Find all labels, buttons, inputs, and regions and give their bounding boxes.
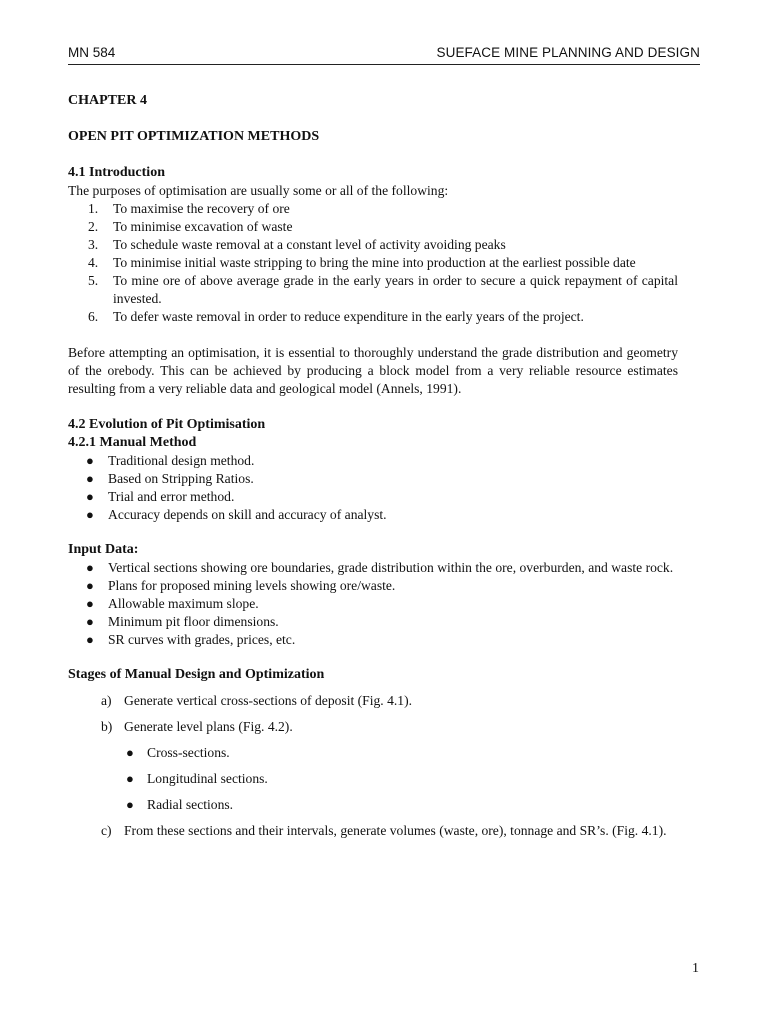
list-text: To defer waste removal in order to reduce expenditure in the early years of the project. — [113, 309, 584, 324]
list-item — [68, 254, 678, 272]
list-text: To minimise excavation of waste — [113, 219, 293, 234]
list-item — [68, 595, 678, 613]
list-item — [68, 577, 678, 595]
list-text: To mine ore of above average grade in the early years in order to secure a quick repayment of capital invested. — [113, 273, 678, 306]
bullet-icon: ● — [86, 596, 94, 611]
list-text: Generate vertical cross-sections of deposit (Fig. 4.1). — [124, 693, 413, 708]
list-item — [68, 822, 678, 840]
list-number: 6. — [88, 309, 99, 324]
chapter-title: OPEN PIT OPTIMIZATION METHODS — [68, 129, 320, 144]
list-item — [68, 218, 678, 236]
stages-list-continued — [68, 822, 678, 840]
list-letter: b) — [101, 719, 113, 734]
list-text: Trial and error method. — [108, 489, 235, 504]
list-item — [68, 718, 678, 736]
list-item — [68, 452, 678, 470]
list-item — [68, 613, 678, 631]
list-text: Plans for proposed mining levels showing ore/waste. — [108, 578, 396, 593]
list-text: Cross-sections. — [147, 745, 230, 760]
list-item — [68, 770, 678, 788]
list-item — [68, 236, 678, 254]
list-number: 5. — [88, 273, 99, 288]
list-item — [68, 200, 678, 218]
subsection-heading-4-2-1: 4.2.1 Manual Method — [68, 435, 197, 450]
list-text: Radial sections. — [147, 797, 234, 812]
list-item — [68, 744, 678, 762]
bullet-icon: ● — [86, 471, 94, 486]
manual-method-list — [68, 452, 678, 524]
bullet-icon: ● — [86, 507, 94, 522]
stages-heading: Stages of Manual Design and Optimization — [68, 667, 325, 682]
list-text: Accuracy depends on skill and accuracy of analyst. — [108, 507, 387, 522]
bullet-icon: ● — [86, 453, 94, 468]
list-text: Generate level plans (Fig. 4.2). — [124, 719, 293, 734]
list-item — [68, 488, 678, 506]
list-text: To minimise initial waste stripping to bring the mine into production at the earliest possible date — [113, 255, 636, 270]
section-heading-4-1: 4.1 Introduction — [68, 165, 165, 180]
list-text: To schedule waste removal at a constant level of activity avoiding peaks — [113, 237, 506, 252]
page-header — [68, 44, 700, 65]
list-text: Allowable maximum slope. — [108, 596, 259, 611]
optimisation-paragraph: Before attempting an optimisation, it is essential to thoroughly understand the grade distribution and geometry of the orebody. This can be achieved by producing a block model from a very reliable resource estimates resulting from a very reliable data and geological model (Annels, 1991). — [68, 345, 678, 396]
input-data-heading: Input Data: — [68, 542, 139, 557]
bullet-icon: ● — [126, 745, 134, 760]
intro-text: The purposes of optimisation are usually some or all of the following: — [68, 183, 449, 198]
list-text: Based on Stripping Ratios. — [108, 471, 254, 486]
bullet-icon: ● — [86, 632, 94, 647]
list-number: 1. — [88, 201, 99, 216]
bullet-icon: ● — [86, 560, 94, 575]
course-code: MN 584 — [68, 45, 116, 60]
page-number: 1 — [692, 961, 699, 976]
list-item — [68, 470, 678, 488]
list-item — [68, 272, 678, 308]
purposes-list — [68, 200, 678, 326]
section-heading-4-2: 4.2 Evolution of Pit Optimisation — [68, 417, 266, 432]
chapter-heading: CHAPTER 4 — [68, 93, 147, 108]
list-text: From these sections and their intervals, generate volumes (waste, ore), tonnage and SR’s. (Fig. 4.1). — [124, 823, 667, 838]
course-title: SUEFACE MINE PLANNING AND DESIGN — [436, 45, 700, 60]
list-text: SR curves with grades, prices, etc. — [108, 632, 296, 647]
list-number: 4. — [88, 255, 99, 270]
list-item — [68, 796, 678, 814]
bullet-icon: ● — [86, 489, 94, 504]
level-plans-sublist — [68, 744, 678, 814]
list-item — [68, 506, 678, 524]
list-item — [68, 559, 678, 577]
bullet-icon: ● — [126, 771, 134, 786]
list-number: 2. — [88, 219, 99, 234]
input-data-list — [68, 559, 678, 649]
list-text: Traditional design method. — [108, 453, 255, 468]
list-text: Vertical sections showing ore boundaries, grade distribution within the ore, overburden, and waste rock. — [108, 560, 674, 575]
list-letter: a) — [101, 693, 112, 708]
list-text: Longitudinal sections. — [147, 771, 268, 786]
list-text: Minimum pit floor dimensions. — [108, 614, 279, 629]
list-item — [68, 692, 678, 710]
list-text: To maximise the recovery of ore — [113, 201, 290, 216]
bullet-icon: ● — [86, 578, 94, 593]
list-letter: c) — [101, 823, 112, 838]
bullet-icon: ● — [86, 614, 94, 629]
stages-list — [68, 692, 678, 736]
list-item — [68, 308, 678, 326]
document-body — [68, 92, 678, 840]
bullet-icon: ● — [126, 797, 134, 812]
list-item — [68, 631, 678, 649]
list-number: 3. — [88, 237, 99, 252]
